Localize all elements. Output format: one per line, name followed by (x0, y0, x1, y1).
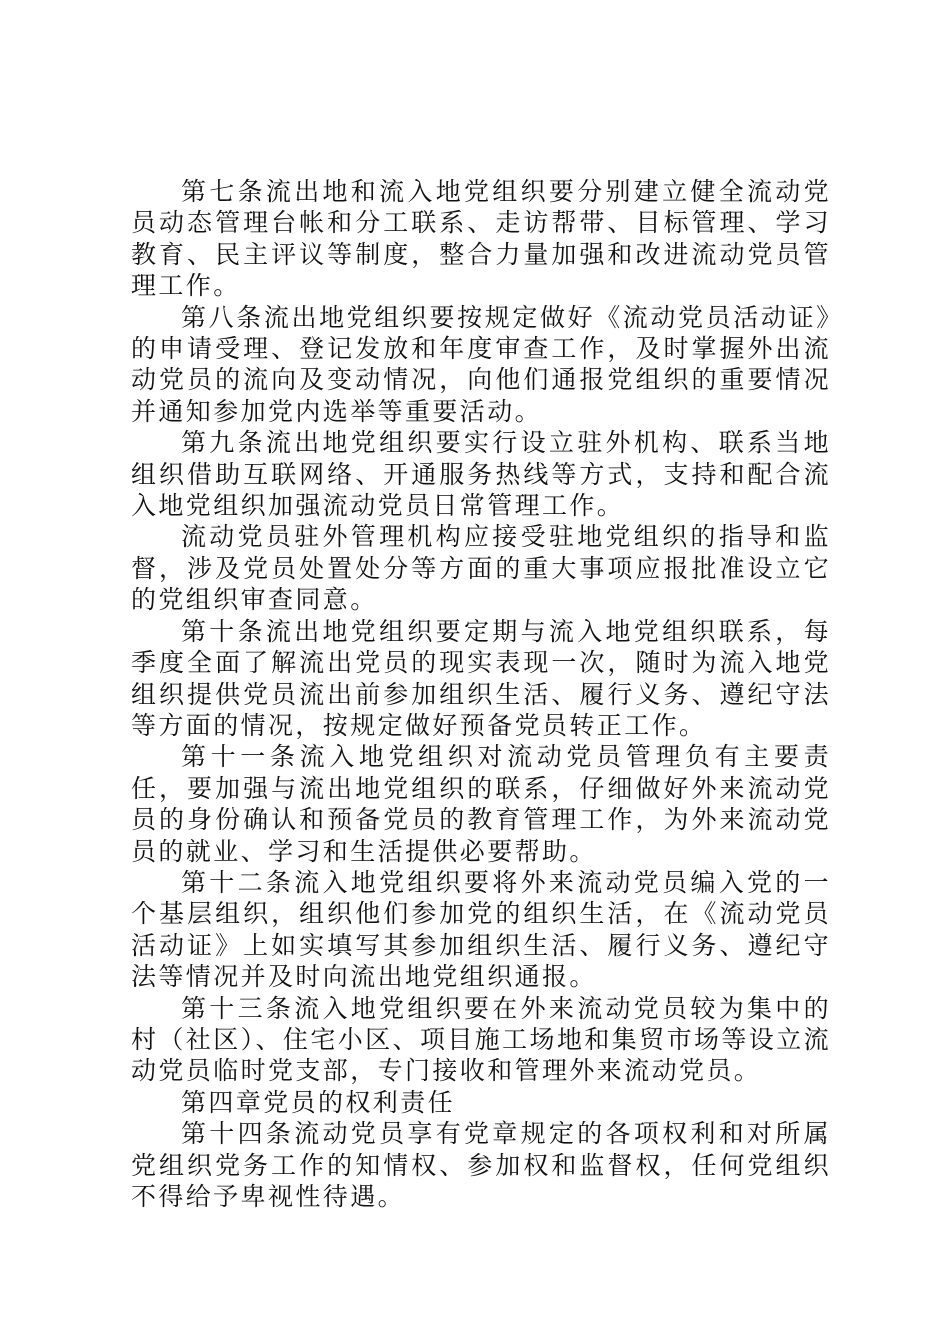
article-12-paragraph: 第十二条流入地党组织要将外来流动党员编入党的一个基层组织，组织他们参加党的组织生活，在《流动党员活动证》上如实填写其参加组织生活、履行义务、遵纪守法等情况并及时向流出地党组织通报。 (131, 867, 831, 992)
article-9-paragraph: 第九条流出地党组织要实行设立驻外机构、联系当地组织借助互联网络、开通服务热线等方式，支持和配合流入地党组织加强流动党员日常管理工作。 (131, 428, 831, 521)
article-13-paragraph: 第十三条流入地党组织要在外来流动党员较为集中的村（社区）、住宅小区、项目施工场地和集贸市场等设立流动党员临时党支部，专门接收和管理外来流动党员。 (131, 993, 831, 1086)
article-11-paragraph: 第十一条流入地党组织对流动党员管理负有主要责任，要加强与流出地党组织的联系，仔细做好外来流动党员的身份确认和预备党员的教育管理工作，为外来流动党员的就业、学习和生活提供必要帮助。 (131, 742, 831, 866)
document-body (131, 176, 831, 1212)
article-10-paragraph: 第十条流出地党组织要定期与流入地党组织联系，每季度全面了解流出党员的现实表现一次，随时为流入地党组织提供党员流出前参加组织生活、履行义务、遵纪守法等方面的情况，按规定做好预备党员转正工作。 (131, 616, 831, 740)
article-14-paragraph: 第十四条流动党员享有党章规定的各项权利和对所属党组织党务工作的知情权、参加权和监督权，任何党组织不得给予卑视性待遇。 (131, 1119, 831, 1211)
article-7-paragraph: 第七条流出地和流入地党组织要分别建立健全流动党员动态管理台帐和分工联系、走访帮带、目标管理、学习教育、民主评议等制度，整合力量加强和改进流动党员管理工作。 (131, 177, 831, 301)
chapter-4-heading: 第四章党员的权利责任 (181, 1087, 456, 1117)
article-8-paragraph: 第八条流出地党组织要按规定做好《流动党员活动证》的申请受理、登记发放和年度审查工作，及时掌握外出流动党员的流向及变动情况，向他们通报党组织的重要情况并通知参加党内选举等重要活动。 (131, 302, 831, 426)
article-9-supplement-paragraph: 流动党员驻外管理机构应接受驻地党组织的指导和监督，涉及党员处置处分等方面的重大事项应报批准设立它的党组织审查同意。 (131, 522, 831, 615)
